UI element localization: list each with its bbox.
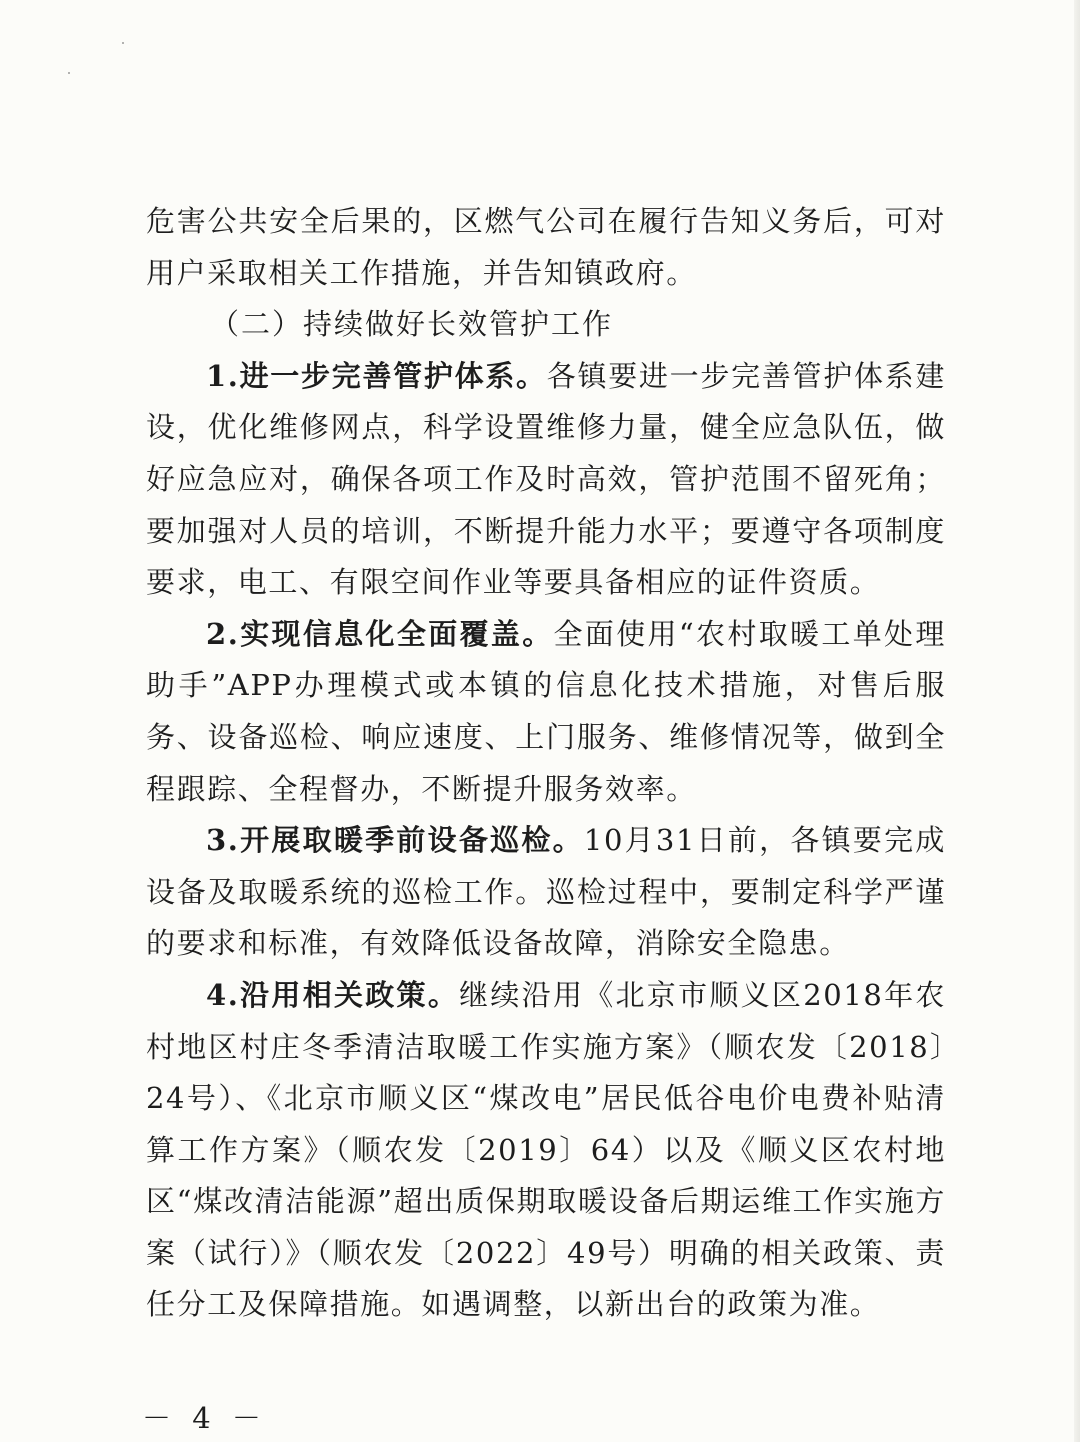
scan-speck: [68, 72, 70, 74]
paragraph-text: 危害公共安全后果的，区燃气公司在履行告知义务后，可对用户采取相关工作措施，并告知镇政府。: [146, 204, 946, 290]
paragraph-item-2: [146, 609, 946, 815]
scan-speck: [122, 42, 124, 44]
section-title-text: （二）持续做好长效管护工作: [210, 307, 614, 342]
page-edge-shadow: [1074, 0, 1080, 1442]
paragraph-item-3: [146, 815, 946, 970]
item-heading: 2.实现信息化全面覆盖。: [206, 616, 554, 651]
paragraph-item-1: [146, 351, 946, 609]
page-number: － 4 －: [142, 1401, 267, 1435]
paragraph-item-4: [146, 970, 946, 1331]
item-heading: 3.开展取暖季前设备巡检。: [206, 823, 584, 858]
item-text: 各镇要进一步完善管护体系建设，优化维修网点，科学设置维修力量，健全应急队伍，做好应急应对，确保各项工作及时高效，管护范围不留死角；要加强对人员的培训，不断提升能力水平；要遵守各项制度要求，电工、有限空间作业等要具备相应的证件资质。: [146, 358, 946, 600]
item-text: 继续沿用《北京市顺义区2018年农村地区村庄冬季清洁取暖工作实施方案》（顺农发〔2018〕24号）、《北京市顺义区“煤改电”居民低谷电价电费补贴清算工作方案》（顺农发〔2019〕64）以及《顺义区农村地区“煤改清洁能源”超出质保期取暖设备后期运维工作实施方案（试行）》（顺农发〔2022〕49号）明确的相关政策、责任分工及保障措施。如遇调整，以新出台的政策为准。: [146, 977, 946, 1322]
section-title: [146, 299, 946, 351]
item-heading: 1.进一步完善管护体系。: [206, 358, 547, 393]
item-text: 全面使用“农村取暖工单处理助手”APP办理模式或本镇的信息化技术措施，对售后服务、设备巡检、响应速度、上门服务、维修情况等，做到全程跟踪、全程督办，不断提升服务效率。: [146, 616, 946, 806]
document-body: [146, 196, 946, 1331]
paragraph-continuation: [146, 196, 946, 299]
item-text: 10月31日前，各镇要完成设备及取暖系统的巡检工作。巡检过程中，要制定科学严谨的要求和标准，有效降低设备故障，消除安全隐患。: [146, 823, 946, 961]
item-heading: 4.沿用相关政策。: [206, 977, 460, 1012]
